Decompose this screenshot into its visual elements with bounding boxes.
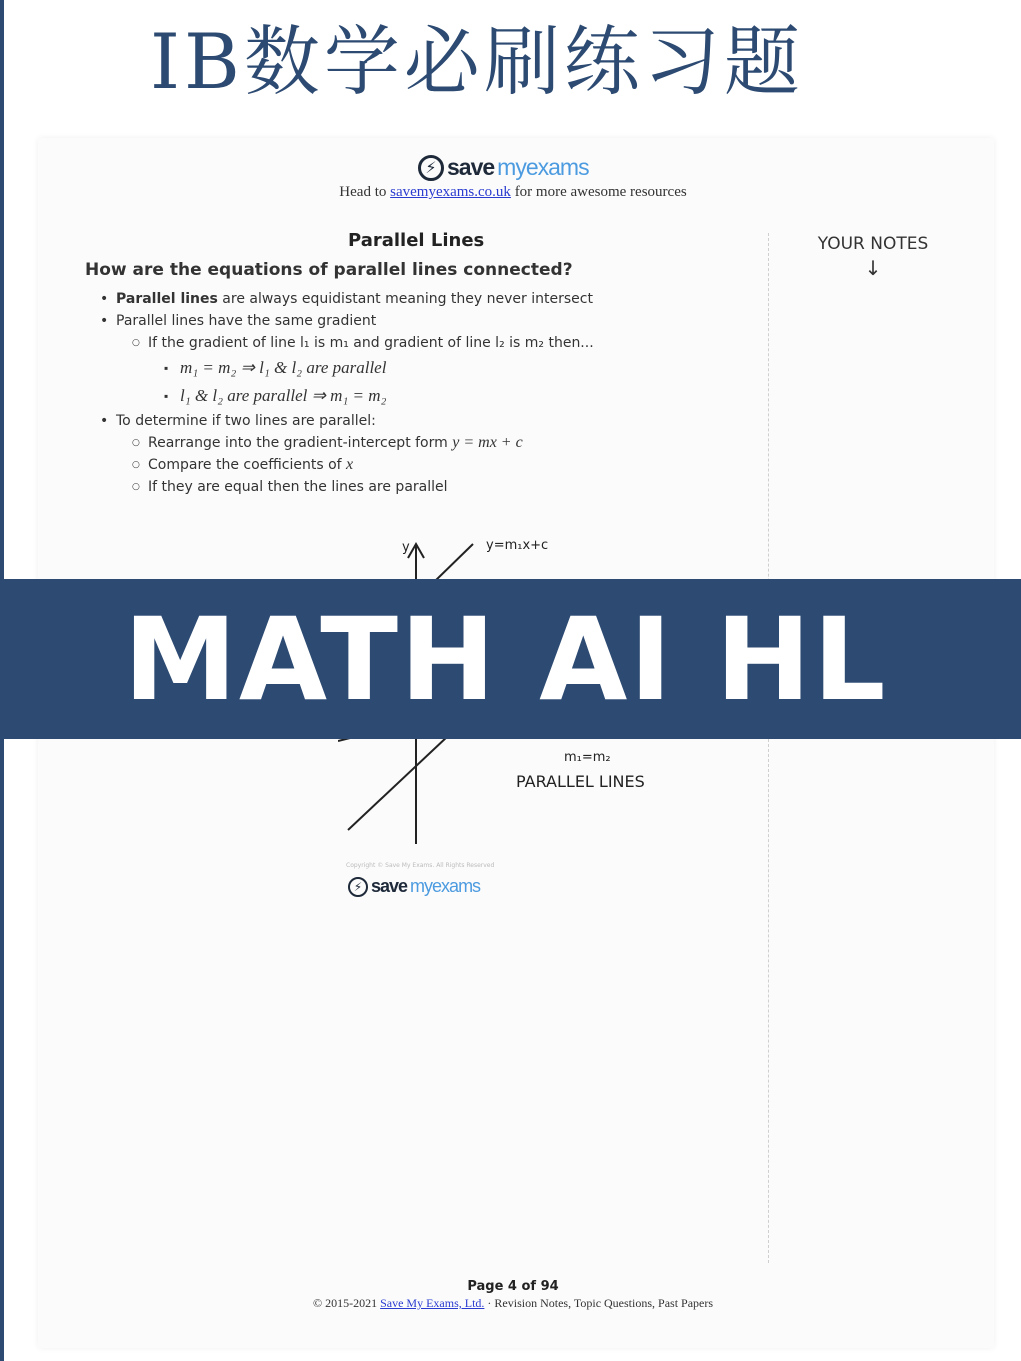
y-axis-label: y (402, 540, 410, 555)
your-notes: YOUR NOTES ↓ (798, 234, 948, 280)
diagram-caption: PARALLEL LINES (516, 772, 645, 791)
line-1-label: y=m₁x+c (486, 538, 549, 553)
list-item: ▪ l₁ & l₂ are parallel ⇒ m₁ = m₂ (98, 382, 738, 410)
savemyexams-logo-small: ⚡ save myexams (348, 876, 480, 897)
course-banner (0, 579, 1021, 739)
list-item: ○ Rearrange into the gradient-intercept form y = mx + c (98, 432, 738, 454)
arrow-down-icon: ↓ (864, 256, 882, 280)
savemyexams-logo: ⚡ save myexams (418, 154, 589, 181)
page-number: Page 4 of 94 (467, 1279, 559, 1294)
notes-divider (768, 233, 769, 1263)
page-title: IB数学必刷练习题 (150, 17, 804, 106)
list-item: • To determine if two lines are parallel: (98, 410, 738, 432)
section-title: Parallel Lines (348, 230, 485, 251)
list-item: ○ If they are equal then the lines are parallel (98, 476, 738, 498)
list-item: ▪ m₁ = m₂ ⇒ l₁ & l₂ are parallel (98, 354, 738, 382)
copyright-small: Copyright © Save My Exams. All Rights Reserved (346, 862, 495, 869)
line-2 (348, 736, 448, 830)
gradient-equal-label: m₁=m₂ (564, 750, 611, 765)
lightning-bolt-icon: ⚡ (348, 877, 368, 897)
website-link[interactable]: savemyexams.co.uk (390, 184, 511, 200)
list-item: ○ If the gradient of line l₁ is m₁ and gradient of line l₂ is m₂ then... (98, 332, 738, 354)
footer: © 2015-2021 Save My Exams, Ltd. · Revision Notes, Topic Questions, Past Papers (312, 1296, 714, 1310)
document-page (38, 138, 994, 1348)
banner-text: MATH AI HL (123, 592, 888, 726)
list-item: ○ Compare the coefficients of x (98, 454, 738, 476)
list-item: • Parallel lines have the same gradient (98, 310, 738, 332)
head-line: Head to savemyexams.co.uk for more awesome resources (339, 184, 687, 200)
list-item: • Parallel lines are always equidistant meaning they never intersect (98, 288, 738, 310)
bullet-list (98, 288, 738, 498)
footer-link[interactable]: Save My Exams, Ltd. (380, 1296, 485, 1310)
lightning-bolt-icon: ⚡ (418, 155, 444, 181)
question-heading: How are the equations of parallel lines connected? (85, 260, 573, 280)
